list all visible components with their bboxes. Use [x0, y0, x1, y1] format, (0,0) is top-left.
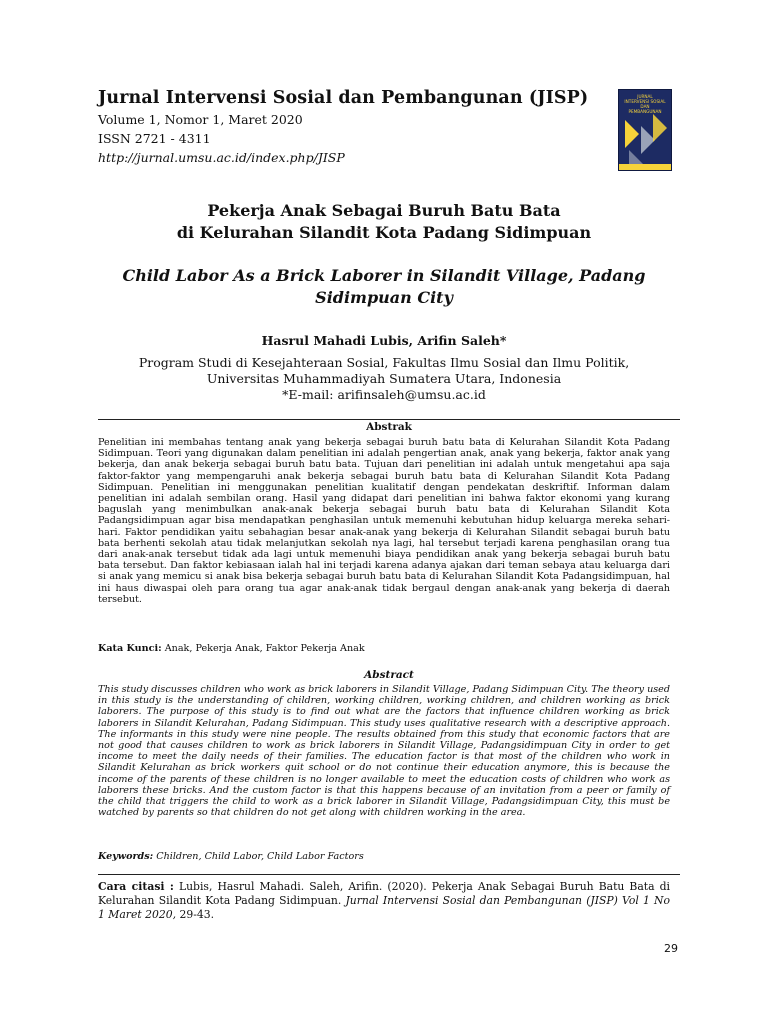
abstract-text: This study discusses children who work as brick laborers in Silandit Village, Padang Sidimpuan City. The theory used in this study is the understanding of children, working children, working children, and children working as brick laborers. The purpose of this study is to find out what are the factors that influence children working as brick laborers in Silandit Kelurahan, Padang Sidimpuan. This study uses qualitative research with a descriptive approach. The informants in this study were nine people. The results obtained from this study that economic factors that are not good that causes children to work as brick laborers in Silandit Village, Padangsidimpuan City in order to get income to meet the daily needs of their families. The education factor is that most of the children who work in Silandit Kelurahan as brick workers quit school or do not continue their education anymore, this is because the income of the parents of these children is no longer available to meet the education costs of children who work as laborers these bricks. And the custom factor is that this happens because of an invitation from a peer or family of the child that triggers the child to work as a brick laborer in Silandit Village, Padangsidimpuan City, this must be watched by parents so that children do not get along with children working in the area. — [98, 684, 670, 819]
abstract-keywords: Keywords: Children, Child Labor, Child Labor Factors — [98, 851, 364, 862]
abstract-heading: Abstract — [364, 669, 414, 681]
citation-block: Cara citasi : Lubis, Hasrul Mahadi. Saleh, Arifin. (2020). Pekerja Anak Sebagai Buruh Batu Bata di Kelurahan Silandit Kota Padang Sidimpuan. Jurnal Intervensi Sosial dan Pembangunan (JISP) Vol 1 No 1 Maret 2020, 29-43. — [98, 880, 670, 921]
cover-graphic — [619, 90, 671, 170]
journal-url: http://jurnal.umsu.ac.id/index.php/JISP — [98, 150, 345, 165]
journal-cover-thumbnail — [618, 89, 672, 171]
journal-issn: ISSN 2721 - 4311 — [98, 131, 211, 146]
divider-top — [98, 419, 680, 420]
abstrak-keywords: Kata Kunci: Anak, Pekerja Anak, Faktor Pekerja Anak — [98, 643, 365, 654]
journal-header — [98, 88, 598, 165]
page-number: 29 — [664, 942, 678, 955]
abstrak-heading: Abstrak — [366, 421, 412, 433]
author-email: *E-mail: arifinsaleh@umsu.ac.id — [282, 387, 486, 402]
divider-bottom — [98, 874, 680, 875]
authors: Hasrul Mahadi Lubis, Arifin Saleh* — [261, 333, 507, 348]
paper-title-indonesian: Pekerja Anak Sebagai Buruh Batu Bata di Kelurahan Silandit Kota Padang Sidimpuan — [176, 201, 592, 242]
affiliation: Program Studi di Kesejahteraan Sosial, Fakultas Ilmu Sosial dan Ilmu Politik, Universitas Muhammadiyah Sumatera Utara, Indonesia *E-mail: arifinsaleh@umsu.ac.id — [88, 355, 680, 403]
abstrak-text: Penelitian ini membahas tentang anak yang bekerja sebagai buruh batu bata di Kelurahan Silandit Kota Padang Sidimpuan. Teori yang digunakan dalam penelitian ini adalah pengertian anak, anak yang bekerja, faktor anak yang bekerja, dan anak bekerja sebagai buruh batu bata. Tujuan dari penelitian ini adalah untuk mengetahui apa saja faktor-faktor yang mempengaruhi anak bekerja sebagai buruh batu bata di Kelurahan Silandit Kota Padang Sidimpuan. Penelitian ini menggunakan penelitian kualitatif dengan pendekatan deskriftif. Informan dalam penelitian ini adalah sembilan orang. Hasil yang didapat dari penelitian ini bahwa faktor ekonomi yang kurang baguslah yang menimbulkan anak-anak bekerja sebagai buruh batu bata di Kelurahan Silandit Kota Padangsidimpuan agar bisa mendapatkan penghasilan untuk memenuhi kebutuhan hidup keluarga mereka sehari-hari. Faktor pendidikan yaitu sebahagian besar anak-anak yang bekerja di Kelurahan Silandit sebagai buruh batu bata berhenti sekolah atau tidak melanjutkan sekolah nya lagi, hal tersebut terjadi karena penghasilan orang tua dari anak-anak tersebut tidak ada lagi untuk memenuhi biaya pendidikan anak yang bekerja sebagai buruh batu bata tersebut. Dan faktor kebiasaan ialah hal ini terjadi karena adanya ajakan dari teman sebaya atau keluarga dari si anak yang memicu si anak bisa bekerja sebagai buruh batu bata di Kelurahan Silandit Kota Padangsidimpuan, hal ini haus diwaspai oleh para orang tua agar anak-anak tidak bergaul dengan anak-anak yang bekerja di daerah tersebut. — [98, 437, 670, 605]
paper-title-english: Child Labor As a Brick Laborer in Silandit Village, Padang Sidimpuan City — [122, 266, 646, 307]
cover-title: JURNAL INTERVENSI SOSIAL DAN PEMBANGUNAN — [624, 94, 666, 114]
journal-volume: Volume 1, Nomor 1, Maret 2020 — [98, 112, 303, 127]
journal-title: Jurnal Intervensi Sosial dan Pembangunan (JISP) — [98, 88, 589, 108]
